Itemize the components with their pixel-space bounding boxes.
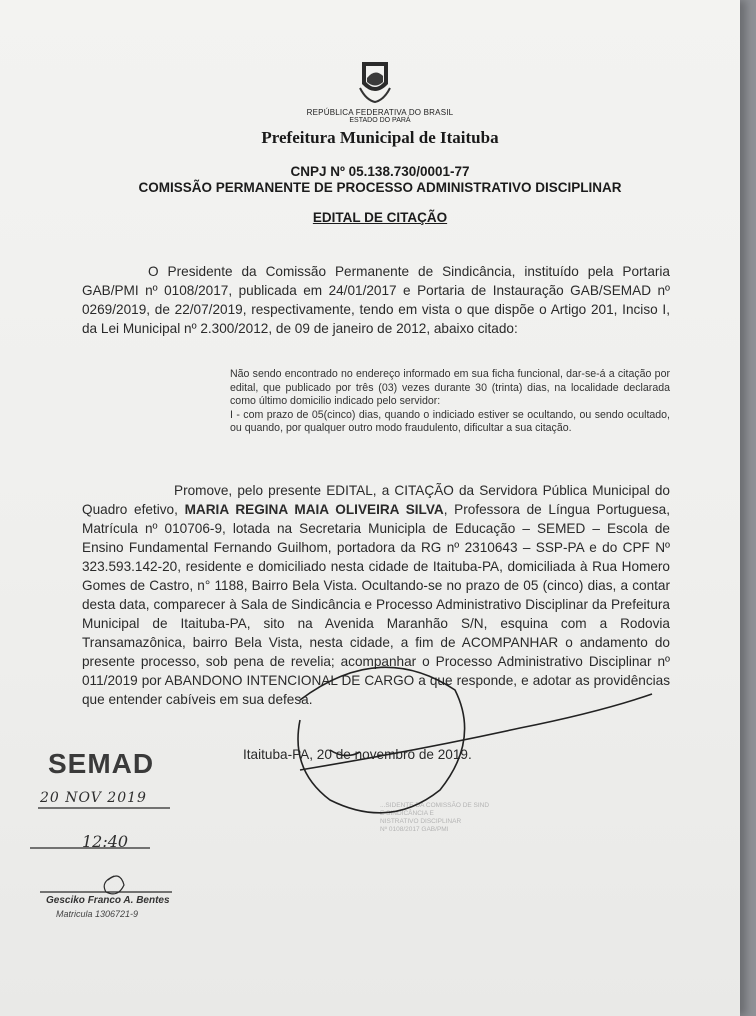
received-date: 20 NOV 2019	[40, 790, 147, 806]
president-signature	[298, 667, 652, 813]
opening-paragraph: O Presidente da Comissão Permanente de Sindicância, instituído pela Portaria GAB/PMI nº 0108/2017, publicada em 24/01/2017 e Portaria de Instauração GAB/SEMAD nº 0269/2019, de 22/07/2019, respectivamente, tendo em vista o que dispõe o Artigo 201, Inciso I, da Lei Municipal nº 2.300/2012, de 09 de janeiro de 2012, abaixo citado:	[82, 264, 670, 336]
republic-line: REPÚBLICA FEDERATIVA DO BRASIL	[306, 108, 454, 117]
commission-title: COMISSÃO PERMANENTE DE PROCESSO ADMINISTRATIVO DISCIPLINAR	[138, 180, 622, 195]
date-line: Itaituba-PA, 20 de novembro de 2019.	[243, 747, 472, 762]
citation-rest: , Professora de Língua Portuguesa, Matrícula nº 010706-9, lotada na Secretaria Municipla de Educação – SEMED – Escola de Ensino Fundamental Fernando Guilhom, portadora da RG nº 2310643 – SSP-PA e do CPF Nº 323.593.142-20, residente e domiciliado nesta cidade de Itaituba-PA, domiciliada à Rua Homero Gomes de Castro, n° 1188, Bairro Bela Vista. Ocultando-se no prazo de 05 (cinco) dias, a contar desta data, comparecer à Sala de Sindicância e Processo Administrativo Disciplinar da Prefeitura Municipal de Itaituba-PA, sito na Avenida Maranhão S/N, esquina com a Rodovia Transamazônica, bairro Bela Vista, nesta cidade, a fim de ACOMPANHAR o andamento do presente processo, sob pena de revelia; acompanhar o Processo Administrativo Disciplinar nº 011/2019 por ABANDONO INTENCIONAL DE CARGO a que responde, e adotar as providências que entender cabíveis em sua defesa.	[82, 502, 670, 707]
quote-paragraph-1: Não sendo encontrado no endereço informado em sua ficha funcional, dar-se-á a citação por edital, que publicado por três (03) vezes durante 30 (trinta) dias, na localidade declarada como último domicilio indicado pelo servidor:	[230, 368, 670, 408]
defendant-name: MARIA REGINA MAIA OLIVEIRA SILVA	[184, 502, 444, 517]
received-time: 12:40	[82, 832, 129, 851]
receiver-name: Gesciko Franco A. Bentes	[46, 895, 170, 906]
receiver-matricula: Matricula 1306721-9	[56, 909, 139, 919]
citation-start: Promove, pelo presente EDITAL, a CITAÇÃO da Servidora Pública Municipal do Quadro efetivo,	[82, 483, 670, 517]
state-line: ESTADO DO PARÁ	[349, 117, 411, 124]
quote-paragraph-2: I - com prazo de 05(cinco) dias, quando o indiciado estiver se ocultando, ou sendo ocultado, ou quando, por qualquer outro modo fraudulento, dificultar a sua citação.	[230, 408, 670, 435]
document-title: EDITAL DE CITAÇÃO	[312, 210, 448, 225]
cnpj-line: CNPJ Nº 05.138.730/0001-77	[290, 164, 470, 179]
prefeitura-title: Prefeitura Municipal de Itaituba	[261, 128, 499, 147]
faded-stamp: ...SIDENTE DA COMISSÃO DE SIND E SINDICÂNCIA E NISTRATIVO DISCIPLINAR Nº 0108/2017 GAB/PMI	[380, 802, 490, 833]
semad-stamp: SEMAD	[48, 748, 155, 779]
